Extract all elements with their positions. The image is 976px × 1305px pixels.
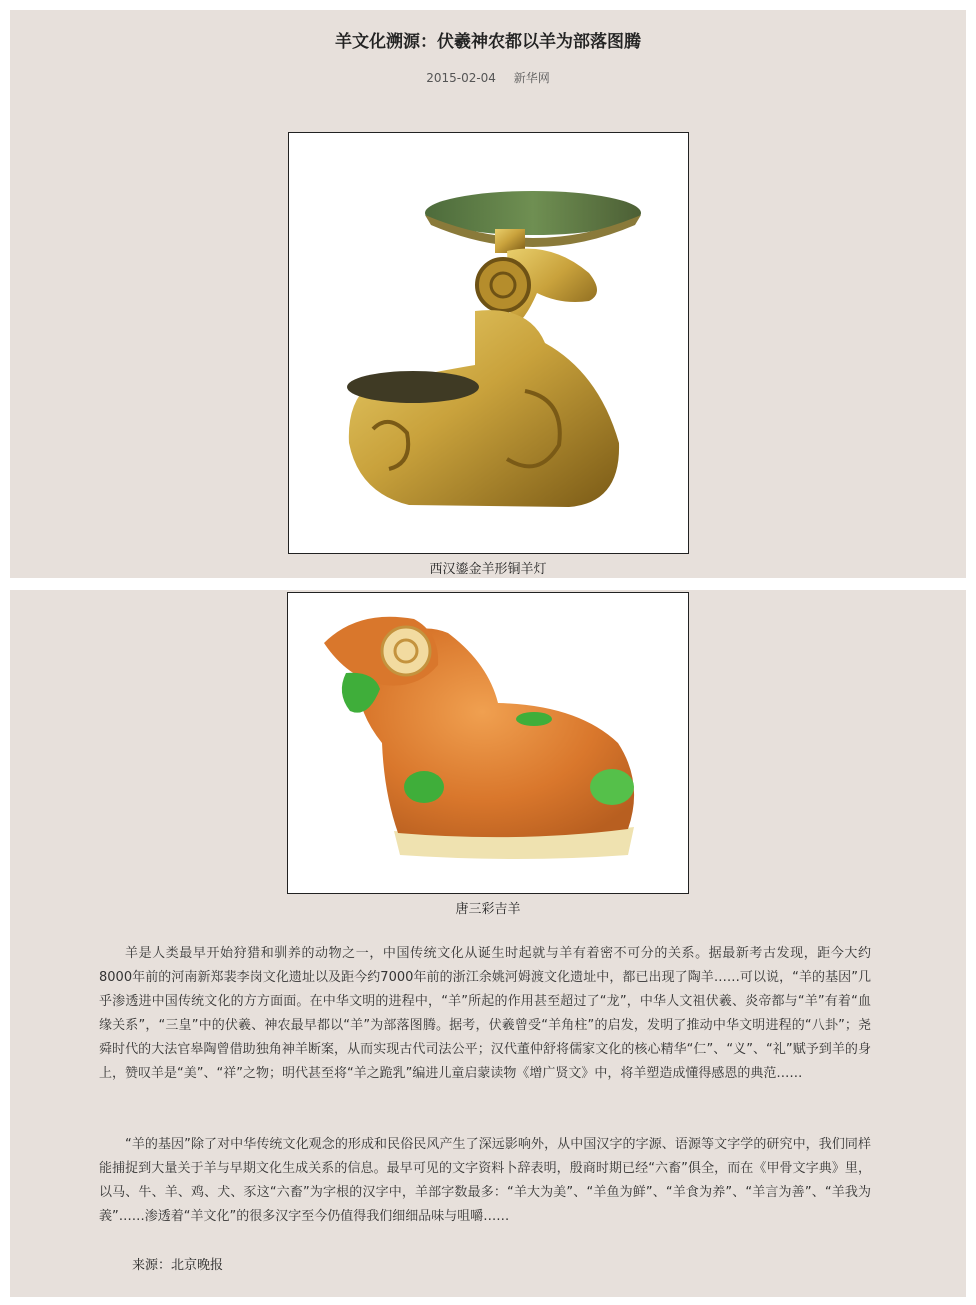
source-credit: 来源：北京晚报: [132, 1258, 224, 1273]
article-body-panel: [10, 590, 966, 1297]
tang-sancai-ram-photo: [288, 593, 688, 893]
gilt-bronze-ram-lamp-photo: [289, 133, 688, 553]
article-header-panel: [10, 10, 966, 578]
figure-1-caption: 西汉鎏金羊形铜羊灯: [429, 562, 547, 577]
body-paragraph-2: “羊的基因”除了对中华传统文化观念的形成和民俗民风产生了深远影响外，从中国汉字的字源、语源等文字学的研究中，我们同样能捕捉到大量关于羊与早期文化生成关系的信息。最早可见的文字资料卜辞表明，殷商时期已经“六畜”俱全，而在《甲骨文字典》里，以马、牛、羊、鸡、犬、豕这“六畜”为字根的汉字中，羊部字数最多：“羊大为美”、“羊鱼为鲜”、“羊食为养”、“羊言为善”、“羊我为義”……渗透着“羊文化”的很多汉字至今仍值得我们细细品味与咀嚼……: [99, 1137, 871, 1224]
publisher-name: 新华网: [513, 71, 550, 85]
body-paragraph-1: 羊是人类最早开始狩猎和驯养的动物之一，中国传统文化从诞生时起就与羊有着密不可分的关系。据最新考古发现，距今大约8000年前的河南新郑裴李岗文化遗址以及距今约7000年前的浙江余姚河姆渡文化遗址中，都已出现了陶羊……可以说，“羊的基因”几乎渗透进中国传统文化的方方面面。在中华文明的进程中，“羊”所起的作用甚至超过了“龙”，中华人文祖伏羲、炎帝都与“羊”有着“血缘关系”，“三皇”中的伏羲、神农最早都以“羊”为部落图腾。据考，伏羲曾受“羊角柱”的启发，发明了推动中华文明进程的“八卦”；尧舜时代的大法官皋陶曾借助独角神羊断案，从而实现古代司法公平；汉代董仲舒将儒家文化的核心精华“仁”、“义”、“礼”赋予到羊的身上，赞叹羊是“美”、“祥”之物；明代甚至将“羊之跪乳”编进儿童启蒙读物《增广贤文》中，将羊塑造成懂得感恩的典范……: [99, 946, 871, 1081]
figure-1-photo: [288, 132, 689, 554]
figure-2-photo: [287, 592, 689, 894]
article-title: 羊文化溯源：伏羲神农都以羊为部落图腾: [335, 32, 641, 52]
article-meta: [10, 69, 966, 86]
publish-date: 2015-02-04: [426, 71, 496, 85]
figure-2-caption: 唐三彩吉羊: [455, 902, 521, 917]
